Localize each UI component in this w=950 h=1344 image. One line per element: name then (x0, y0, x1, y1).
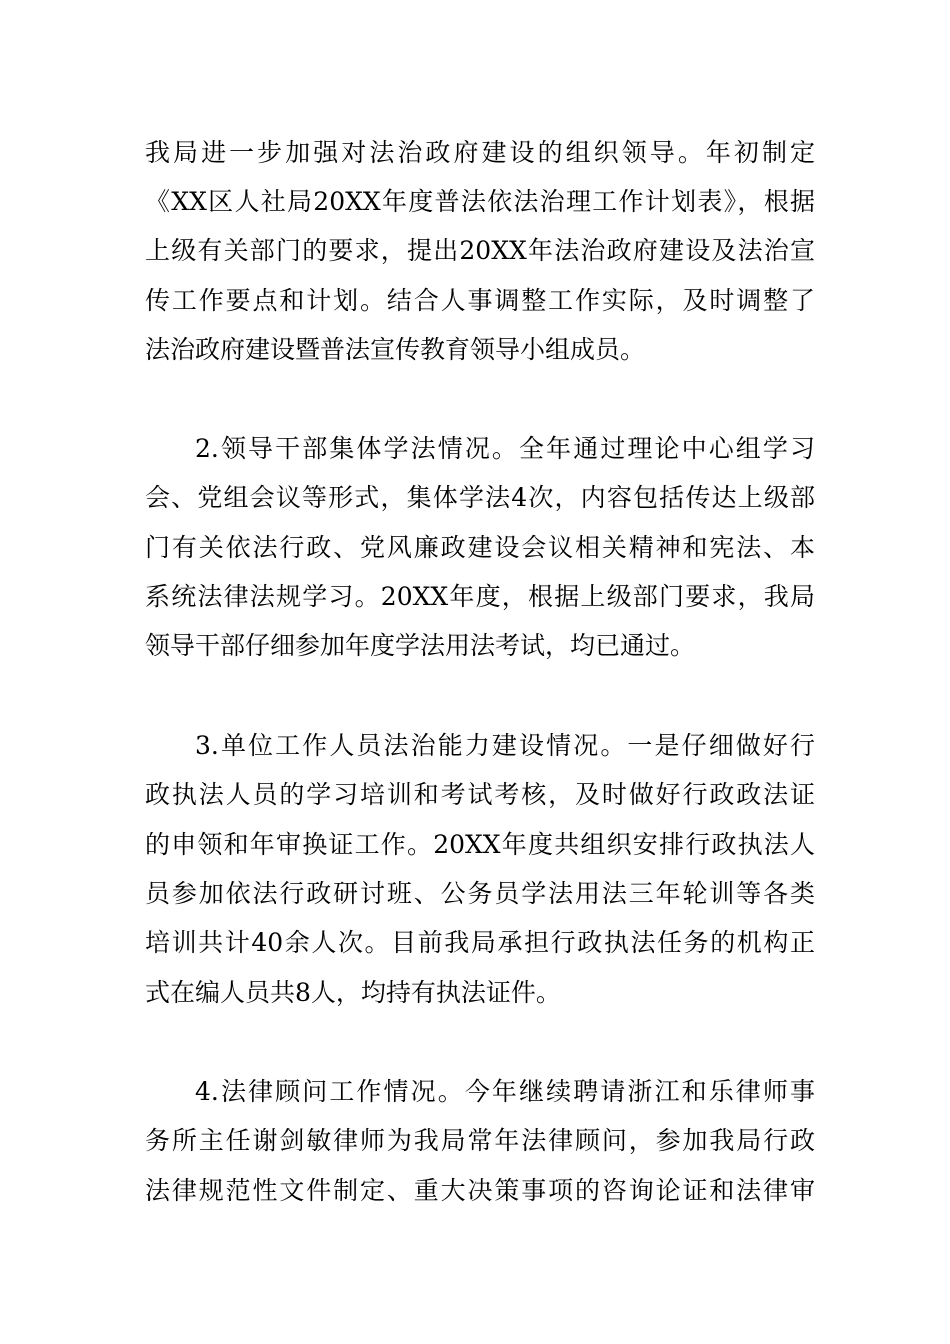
paragraph-4-line-3: 法律规范性文件制定、重大决策事项的咨询论证和法律审 (145, 1176, 815, 1205)
paragraph-1-line-1: 我局进一步加强对法治政府建设的组织领导。年初制定 (145, 138, 815, 167)
paragraph-1-line-5: 法治政府建设暨普法宣传教育领导小组成员。 (145, 335, 646, 364)
paragraph-1-line-2: 《XX区人社局20XX年度普法依法治理工作计划表》，根据 (145, 187, 815, 216)
paragraph-3-line-1: 3.单位工作人员法治能力建设情况。一是仔细做好行 (195, 731, 815, 760)
paragraph-4-line-1: 4.法律顾问工作情况。今年继续聘请浙江和乐律师事 (195, 1077, 815, 1106)
paragraph-2-line-2: 会、党组会议等形式，集体学法4次，内容包括传达上级部 (145, 483, 815, 512)
paragraph-3-line-4: 员参加依法行政研讨班、公务员学法用法三年轮训等各类 (145, 879, 815, 908)
paragraph-4-line-2: 务所主任谢剑敏律师为我局常年法律顾问，参加我局行政 (145, 1126, 815, 1155)
paragraph-1-line-4: 传工作要点和计划。结合人事调整工作实际，及时调整了 (145, 286, 815, 315)
paragraph-3-line-3: 的申领和年审换证工作。20XX年度共组织安排行政执法人 (145, 830, 815, 859)
paragraph-2-line-1: 2.领导干部集体学法情况。全年通过理论中心组学习 (195, 434, 815, 463)
paragraph-3-line-2: 政执法人员的学习培训和考试考核，及时做好行政政法证 (145, 780, 815, 809)
paragraph-3-line-6: 式在编人员共8人，均持有执法证件。 (145, 978, 561, 1007)
paragraph-2-line-5: 领导干部仔细参加年度学法用法考试，均已通过。 (145, 631, 696, 660)
paragraph-2-line-4: 系统法律法规学习。20XX年度，根据上级部门要求，我局 (145, 582, 815, 611)
paragraph-2-line-3: 门有关依法行政、党风廉政建设会议相关精神和宪法、本 (145, 533, 815, 562)
paragraph-1-line-3: 上级有关部门的要求，提出20XX年法治政府建设及法治宣 (145, 236, 815, 265)
paragraph-3-line-5: 培训共计40余人次。目前我局承担行政执法任务的机构正 (145, 928, 815, 957)
